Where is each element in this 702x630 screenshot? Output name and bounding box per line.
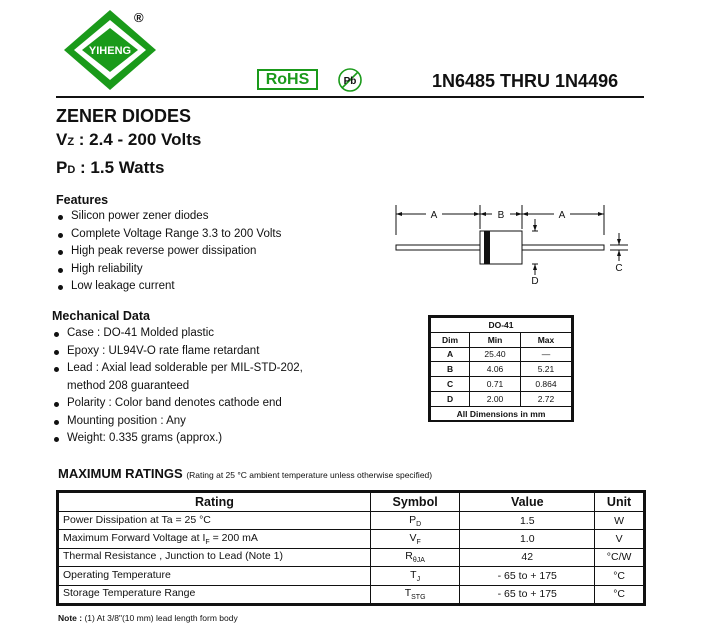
part-range: 1N6485 THRU 1N4496 bbox=[432, 71, 619, 91]
list-item: Lead : Axial lead solderable per MIL-STD-202, bbox=[52, 360, 303, 378]
label-d: D bbox=[531, 276, 539, 287]
header-divider bbox=[56, 96, 644, 98]
list-item: High reliability bbox=[56, 261, 281, 279]
table-row: Thermal Resistance , Junction to Lead (Note 1) $R_{\theta JA}$ 42 °C/W bbox=[59, 548, 644, 566]
rohs-badge: RoHS bbox=[257, 69, 318, 90]
features-heading: Features bbox=[56, 193, 109, 207]
pb-text: Pb bbox=[343, 76, 357, 87]
list-item: Epoxy : UL94V-O rate flame retardant bbox=[52, 343, 303, 361]
dim-table-footer: All Dimensions in mm bbox=[431, 406, 572, 421]
list-item: Low leakage current bbox=[56, 278, 281, 296]
table-row: B 4.06 5.21 bbox=[431, 362, 572, 377]
table-row: Maximum Forward Voltage at $I_F = 200$ mA $V_F$ 1.0 V bbox=[59, 530, 644, 548]
mechanical-heading: Mechanical Data bbox=[52, 309, 150, 323]
mechanical-list bbox=[52, 325, 303, 448]
label-b: B bbox=[497, 210, 505, 221]
label-a-left: A bbox=[430, 210, 438, 221]
list-item: Silicon power zener diodes bbox=[56, 208, 281, 226]
list-item: Weight: 0.335 grams (approx.) bbox=[52, 430, 303, 448]
column-header: Value bbox=[460, 493, 595, 512]
table-row: Storage Temperature Range $T_{STG}$ - 65 to + 175 °C bbox=[59, 585, 644, 603]
label-a-right: A bbox=[558, 210, 566, 221]
footnote: Note : (1) At 3/8"(10 mm) lead length form body bbox=[58, 613, 238, 623]
list-item: Complete Voltage Range 3.3 to 200 Volts bbox=[56, 226, 281, 244]
list-item: Case : DO-41 Molded plastic bbox=[52, 325, 303, 343]
logo-text: YIHENG bbox=[88, 45, 132, 57]
column-header: Unit bbox=[595, 493, 644, 512]
column-header: Rating bbox=[59, 493, 371, 512]
zener-voltage-spec: VZ : 2.4 - 200 Volts bbox=[56, 130, 202, 149]
table-row: D 2.00 2.72 bbox=[431, 391, 572, 406]
dim-header: Max bbox=[520, 332, 571, 347]
max-ratings-condition: (Rating at 25 °C ambient temperature unless otherwise specified) bbox=[186, 470, 433, 480]
table-row: Operating Temperature $T_J$ - 65 to + 175 °C bbox=[59, 567, 644, 585]
list-item: method 208 guaranteed bbox=[67, 379, 190, 392]
list-item: Mounting position : Any bbox=[52, 413, 303, 431]
product-title: ZENER DIODES bbox=[56, 106, 192, 126]
table-row: A 25.40 — bbox=[431, 347, 572, 362]
dim-header: Dim bbox=[431, 332, 470, 347]
list-item: Polarity : Color band denotes cathode end bbox=[52, 395, 303, 413]
features-list bbox=[56, 208, 281, 296]
column-header: Symbol bbox=[370, 493, 460, 512]
dim-header: Min bbox=[470, 332, 521, 347]
dim-table-title: DO-41 bbox=[431, 318, 572, 333]
label-c: C bbox=[615, 263, 623, 274]
lead-free-icon bbox=[337, 67, 363, 93]
registered-mark: ® bbox=[134, 10, 144, 25]
dimension-table bbox=[428, 315, 574, 422]
list-item: High peak reverse power dissipation bbox=[56, 243, 281, 261]
table-row: Power Dissipation at Ta = 25 °C $P_D$ 1.5 W bbox=[59, 512, 644, 530]
max-ratings-table bbox=[56, 490, 646, 606]
table-row: C 0.71 0.864 bbox=[431, 377, 572, 392]
max-ratings-heading: MAXIMUM RATINGS (Rating at 25 °C ambient temperature unless otherwise specified) bbox=[58, 466, 433, 481]
package-outline-diagram bbox=[392, 203, 632, 287]
power-spec: PD : 1.5 Watts bbox=[56, 158, 165, 177]
